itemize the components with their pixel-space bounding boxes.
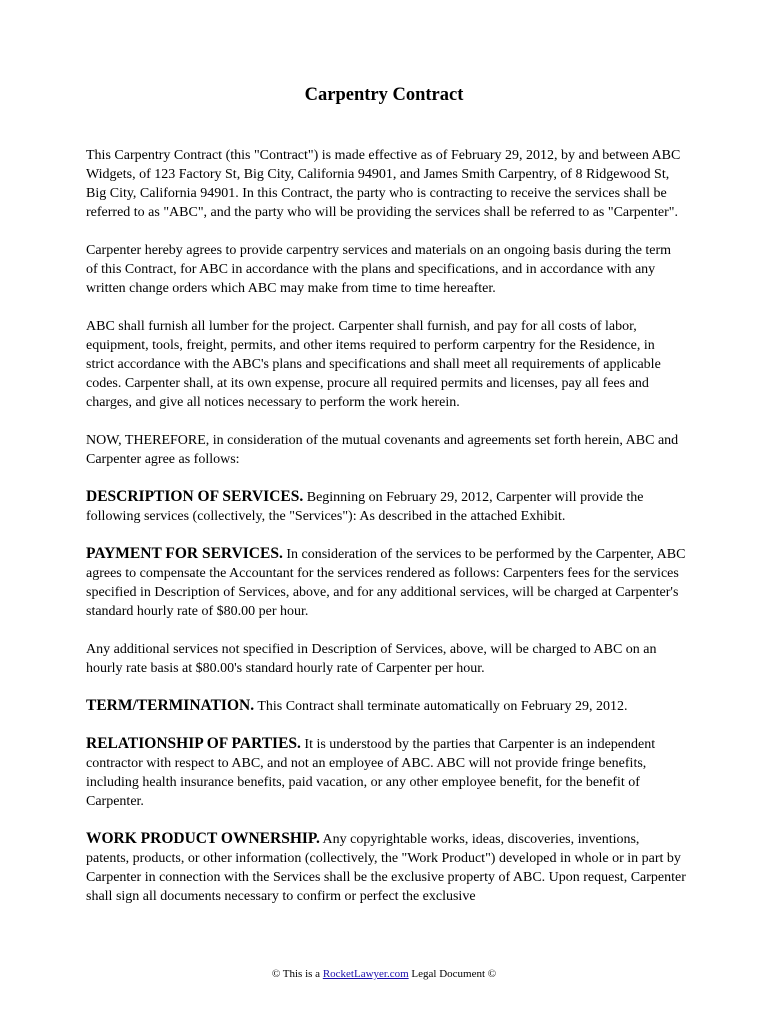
- rocketlawyer-link[interactable]: RocketLawyer.com: [322, 968, 409, 980]
- section-heading-work-product: WORK PRODUCT OWNERSHIP.: [86, 830, 320, 847]
- section-text-payment: In consideration of the services to be performed by the Carpenter, ABC agrees to compensate the Accountant for the services rendered as follows: Carpenters fees for the services specified in Description of Services, above, and for any additional services, will be charged at Carpenter's standard hourly rate of $80.00 per hour.: [86, 547, 686, 619]
- document-title: Carpentry Contract: [304, 85, 464, 105]
- section-text-description: Beginning on February 29, 2012, Carpenter will provide the following services (collectively, the "Services"): As described in the attached Exhibit.: [86, 490, 644, 524]
- section-text-relationship: It is understood by the parties that Carpenter is an independent contractor with respect to ABC, and not an employee of ABC. ABC will not provide fringe benefits, including health insurance benefits, paid vacation, or any other employee benefit, for the benefit of Carpenter.: [86, 737, 656, 809]
- services-paragraph: Carpenter hereby agrees to provide carpentry services and materials on an ongoing basis during the term of this Contract, for ABC in accordance with the plans and specifications, and in accordance with any written change orders which ABC may make from time to time hereafter.: [86, 243, 672, 296]
- footer-prefix: © This is a: [271, 968, 323, 980]
- section-text-term: This Contract shall terminate automatically on February 29, 2012.: [254, 699, 628, 714]
- footer: [0, 967, 768, 981]
- section-relationship: [86, 734, 686, 811]
- section-heading-relationship: RELATIONSHIP OF PARTIES.: [86, 735, 301, 752]
- additional-services-paragraph: Any additional services not specified in Description of Services, above, will be charged to ABC on an hourly rate basis at $80.00's standard hourly rate of Carpenter per hour.: [86, 642, 657, 676]
- section-work-product: [86, 829, 686, 906]
- section-heading-description: DESCRIPTION OF SERVICES.: [86, 488, 304, 505]
- section-heading-payment: PAYMENT FOR SERVICES.: [86, 545, 283, 562]
- document-body: [86, 146, 686, 906]
- footer-suffix: Legal Document ©: [408, 968, 497, 980]
- section-description: [86, 487, 686, 526]
- section-payment: [86, 544, 686, 621]
- intro-paragraph: This Carpentry Contract (this "Contract") is made effective as of February 29, 2012, by and between ABC Widgets, of 123 Factory St, Big City, California 94901, and James Smith Carpentry, of 8 Ridgewood St, Big City, California 94901. In this Contract, the party who is contracting to receive the services shall be referred to as "ABC", and the party who will be providing the services shall be referred to as "Carpenter".: [86, 148, 681, 220]
- section-heading-term: TERM/TERMINATION.: [86, 697, 255, 714]
- section-text-work-product: Any copyrightable works, ideas, discoveries, inventions, patents, products, or other information (collectively, the "Work Product") developed in whole or in part by Carpenter in connection with the Services shall be the exclusive property of ABC. Upon request, Carpenter shall sign all documents necessary to confirm or perfect the exclusive: [86, 832, 686, 904]
- section-term: [86, 696, 686, 716]
- materials-paragraph: ABC shall furnish all lumber for the project. Carpenter shall furnish, and pay for all costs of labor, equipment, tools, freight, permits, and other items required to perform carpentry for the Residence, in strict accordance with the ABC's plans and specifications and shall meet all requirements of applicable codes. Carpenter shall, at its own expense, procure all required permits and licenses, pay all fees and charges, and give all notices necessary to perform the work herein.: [86, 319, 661, 410]
- whereas-paragraph: NOW, THEREFORE, in consideration of the mutual covenants and agreements set forth herein, ABC and Carpenter agree as follows:: [86, 433, 679, 467]
